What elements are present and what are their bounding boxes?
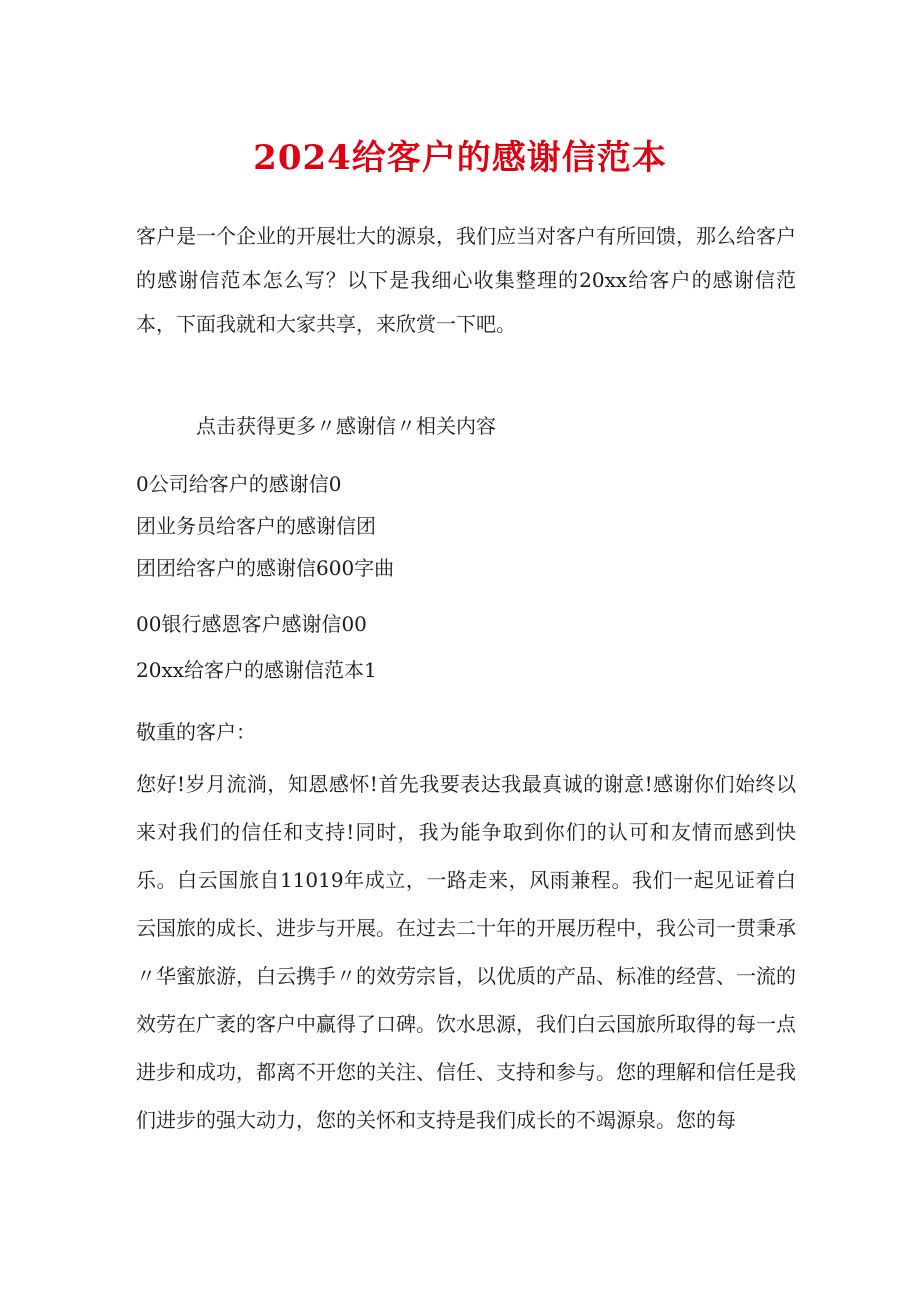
related-item: 00银行感恩客户感谢信00	[136, 612, 367, 636]
letter-body: 您好!岁月流淌，知恩感怀!首先我要表达我最真诚的谢意!感谢你们始终以来对我们的信任和支持!同时，我为能争取到你们的认可和友情而感到快乐。白云国旅自11019年成立，一路走来，风雨兼程。我们一起见证着白云国旅的成长、进步与开展。在过去二十年的开展历程中，我公司一贯秉承〃华蜜旅游，白云携手〃的效劳宗旨，以优质的产品、标准的经营、一流的效劳在广袤的客户中赢得了口碑。饮水思源，我们白云国旅所取得的每一点进步和成功，都离不开您的关注、信任、支持和参与。您的理解和信任是我们进步的强大动力，您的关怀和支持是我们成长的不竭源泉。您的每	[136, 772, 796, 1132]
letter-salutation: 敬重的客户：	[136, 720, 256, 744]
related-item: 20xx给客户的感谢信范本1	[136, 658, 377, 682]
related-item: 0公司给客户的感谢信0	[136, 472, 342, 496]
related-item: 团团给客户的感谢信600字曲	[136, 556, 395, 580]
related-item: 团业务员给客户的感谢信团	[136, 514, 376, 538]
related-content-header: 点击获得更多〃感谢信〃相关内容	[196, 414, 496, 438]
document-title: 2024给客户的感谢信范本	[253, 138, 667, 178]
intro-paragraph: 客户是一个企业的开展壮大的源泉，我们应当对客户有所回馈，那么给客户的感谢信范本怎么写？以下是我细心收集整理的20xx给客户的感谢信范本，下面我就和大家共享，来欣赏一下吧。	[136, 224, 796, 336]
